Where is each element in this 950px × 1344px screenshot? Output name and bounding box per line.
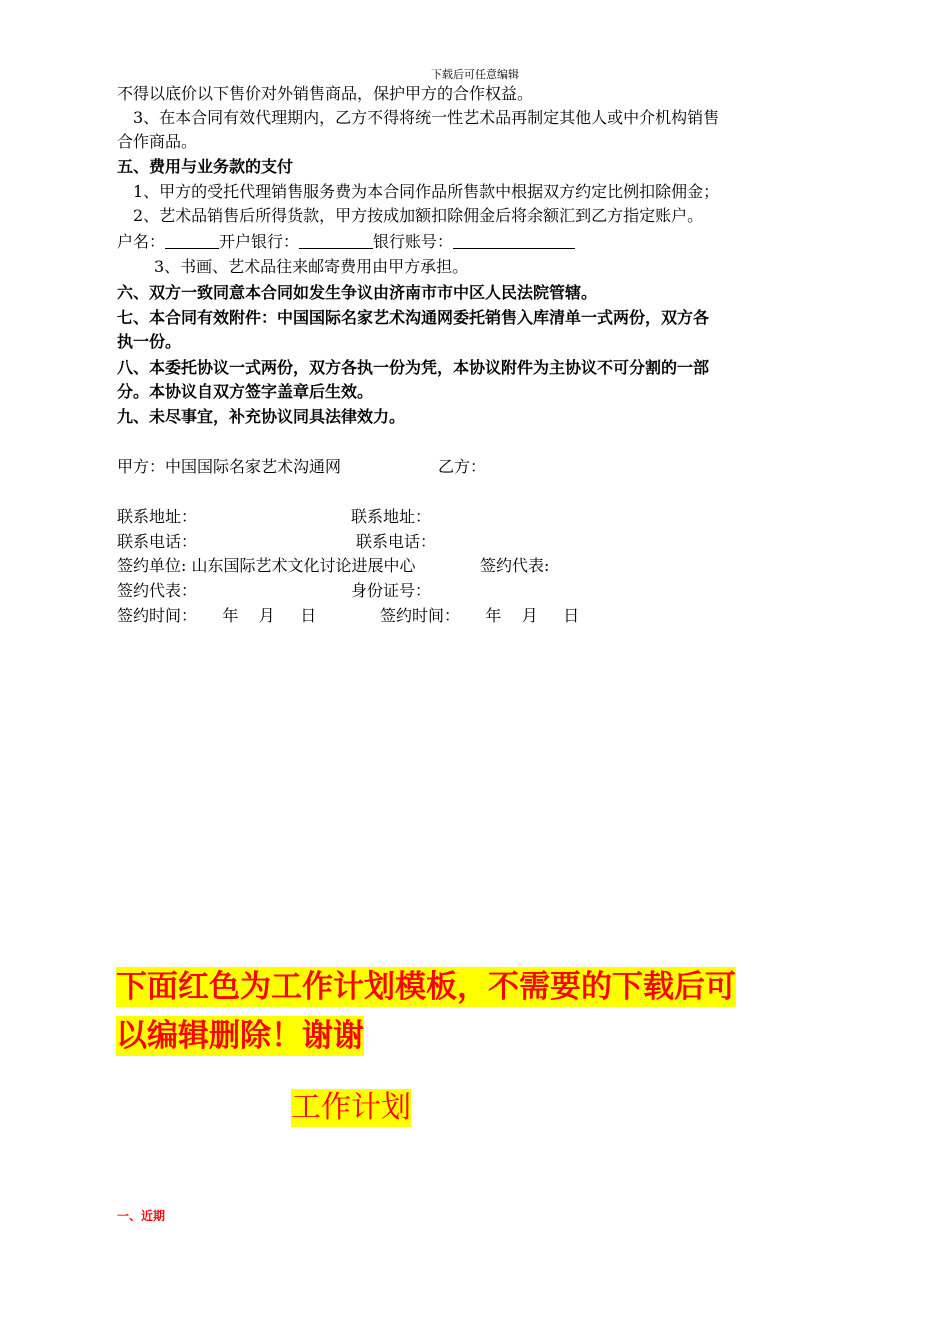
clause-text: 3、在本合同有效代理期内，乙方不得将统一性艺术品再制定其他人或中介机构销售 <box>133 108 720 127</box>
contact-phone-b: 联系电话： <box>356 532 437 551</box>
signing-rep-a: 签约代表： <box>117 581 198 600</box>
account-number-label: 银行账号： <box>373 232 454 251</box>
clause-text: 不得以底价以下售价对外销售商品，保护甲方的合作权益。 <box>117 84 534 103</box>
account-bank-label: 开户银行： <box>219 232 300 251</box>
template-notice-line2: 以编辑删除！谢谢 <box>116 1018 364 1054</box>
signing-rep-b: 签约代表: <box>480 556 550 575</box>
account-name-blank[interactable] <box>165 232 219 249</box>
section-heading-7: 七、本合同有效附件：中国国际名家艺术沟通网委托销售入库清单一式两份，双方各 <box>117 308 710 327</box>
section-heading-8-cont: 分。本协议自双方签字盖章后生效。 <box>117 382 374 401</box>
account-bank-blank[interactable] <box>299 232 373 249</box>
signing-unit-a: 签约单位: 山东国际艺术文化讨论进展中心 <box>117 556 416 575</box>
signing-time-a: 签约时间： 年 月 日 <box>117 606 317 625</box>
section-heading-8: 八、本委托协议一式两份，双方各执一份为凭，本协议附件为主协议不可分割的一部 <box>117 358 710 377</box>
section-heading-5: 五、费用与业务款的支付 <box>117 157 294 176</box>
section-heading-6: 六、双方一致同意本合同如发生争议由济南市市中区人民法院管辖。 <box>117 283 598 302</box>
clause-text: 3、书画、艺术品往来邮寄费用由甲方承担。 <box>154 257 469 276</box>
clause-text: 合作商品。 <box>117 132 198 151</box>
contact-phone-a: 联系电话： <box>117 532 198 551</box>
section-heading-7-cont: 执一份。 <box>117 332 182 351</box>
plan-title: 工作计划 <box>291 1090 411 1125</box>
contact-address-a: 联系地址： <box>117 507 198 526</box>
template-notice-line1: 下面红色为工作计划模板，不需要的下载后可 <box>116 969 736 1005</box>
page-header: 下载后可任意编辑 <box>431 68 519 81</box>
clause-text: 1、甲方的受托代理销售服务费为本合同作品所售款中根据双方约定比例扣除佣金； <box>133 182 720 201</box>
section-heading-9: 九、未尽事宜，补充协议同具法律效力。 <box>117 407 406 426</box>
party-a: 甲方：中国国际名家艺术沟通网 <box>117 457 342 476</box>
account-number-blank[interactable] <box>453 232 575 249</box>
contact-address-b: 联系地址： <box>351 507 432 526</box>
signing-time-b: 签约时间： 年 月 日 <box>380 606 580 625</box>
section-near-term: 一、近期 <box>117 1209 166 1223</box>
account-name-label: 户名： <box>117 232 166 251</box>
party-b: 乙方： <box>438 457 487 476</box>
account-line <box>117 230 575 254</box>
id-number-b: 身份证号： <box>351 581 432 600</box>
clause-text: 2、艺术品销售后所得货款，甲方按成加额扣除佣金后将余额汇到乙方指定账户。 <box>133 206 704 225</box>
